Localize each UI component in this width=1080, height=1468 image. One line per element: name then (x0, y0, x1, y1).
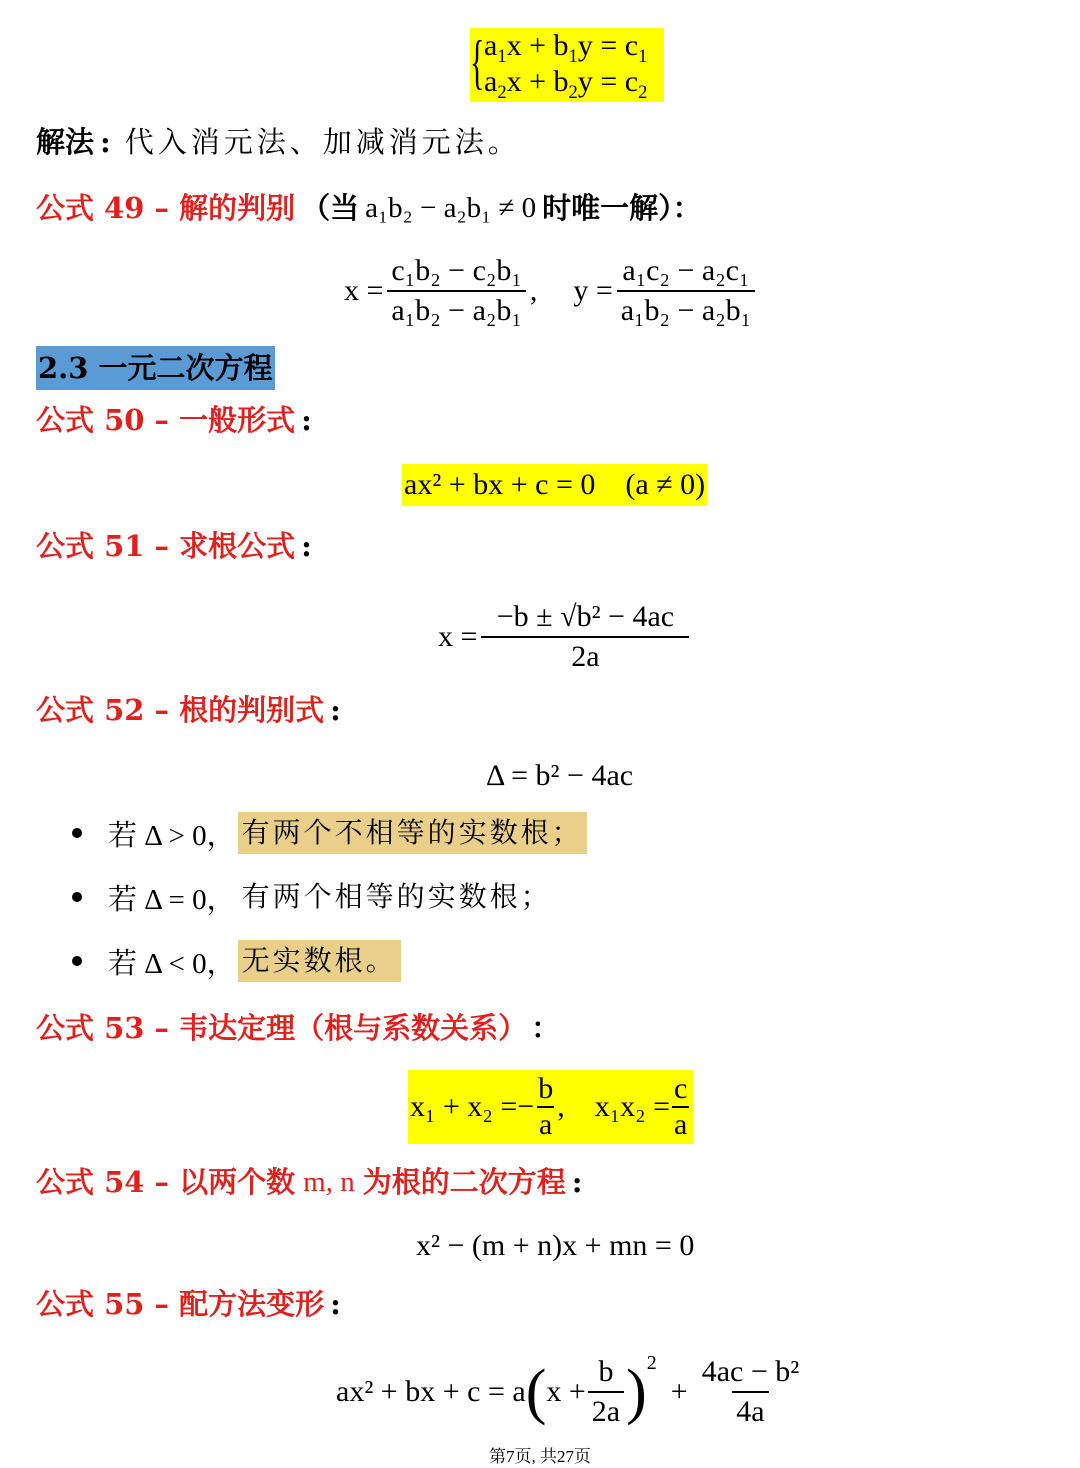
formula-50-math: ax² + bx + c = 0 (a ≠ 0) (402, 464, 707, 506)
y-fraction: $\frac{\text{a₁c₂ − a₂c₁}}{\text{a₁b₂ − a₂b₁}}$ (617, 254, 755, 328)
formula-54-heading: 公式 54 – 以两个数 m, n 为根的二次方程 : (36, 1162, 582, 1202)
formula-52-heading: 公式 52 – 根的判别式 : (36, 690, 341, 730)
formula-55-heading: 公式 55 – 配方法变形 : (36, 1284, 341, 1324)
bullet-item-3: 若 Δ < 0， 无实数根。 (72, 940, 401, 982)
formula-53-label: 公式 53 – 韦达定理（根与系数关系） (36, 1011, 528, 1045)
quadratic-fraction: $\frac{\text{−b ± √b² − 4ac}}{2a}$ (481, 600, 689, 674)
left-paren: ( (525, 1358, 547, 1426)
right-paren: ) (626, 1358, 647, 1426)
page-footer: 第7页, 共27页 (489, 1447, 591, 1466)
formula-53-math: x₁ + x₂ =− $\frac{b}{a}$ , x₁x₂ = $\frac{c}{a}$ (408, 1070, 693, 1144)
formula-50-label: 公式 50 – 一般形式 (36, 403, 296, 437)
formula-54-label-b: 为根的二次方程 (362, 1165, 566, 1199)
bullet-dot (72, 956, 82, 966)
bullet-result-1: 有两个不相等的实数根； (238, 812, 587, 854)
x-fraction: $\frac{\text{c₁b₂ − c₂b₁}}{\text{a₁b₂ − a₂b₁}}$ (387, 254, 525, 328)
formula-52-label: 公式 52 – 根的判别式 (36, 693, 325, 727)
formula-51-label: 公式 51 – 求根公式 (36, 529, 296, 563)
solution-line: 解法 : 代入消元法、加减消元法。 (36, 122, 521, 162)
formula-54-math: x² − (m + n)x + mn = 0 (416, 1229, 695, 1262)
bullet-dot (72, 828, 82, 838)
formula-49-heading: 公式 49 – 解的判别 （当 a₁b₂ − a₂b₁ ≠ 0 时唯一解）： (36, 188, 702, 228)
vieta-sum-fraction: $\frac{b}{a}$ (538, 1072, 554, 1141)
formula-55-label: 公式 55 – 配方法变形 (36, 1287, 325, 1321)
formula-49-math: x = $\frac{\text{c₁b₂ − c₂b₁}}{\text{a₁b₂ − a₂b₁}}$ , y = $\frac{\text{a₁c₂ − a₂c₁}}{\text{a₁b₂ − a₂b₁}}$ (344, 250, 759, 332)
formula-51-math: x = $\frac{\text{−b ± √b² − 4ac}}{2a}$ (438, 594, 693, 680)
equation-system (470, 28, 664, 102)
formula-51-heading: 公式 51 – 求根公式 : (36, 526, 312, 566)
bullet-item-1: 若 Δ > 0， 有两个不相等的实数根； (72, 812, 587, 854)
bullet-result-3: 无实数根。 (238, 940, 401, 982)
formula-49-condition: a₁b₂ − a₂b₁ ≠ 0 (365, 192, 537, 224)
formula-53-heading: 公式 53 – 韦达定理（根与系数关系） ： (36, 1008, 560, 1048)
formula-55-math: ax² + bx + c = a ( x + $\frac{b}{2a}$ ) 2 + $\frac{\text{4ac − b²}}{4a}$ (336, 1350, 807, 1434)
formula-49-label: 公式 49 – 解的判别 (36, 191, 296, 225)
inner-fraction: $\frac{b}{2a}$ (588, 1355, 624, 1429)
outer-fraction: $\frac{\text{4ac − b²}}{4a}$ (701, 1355, 800, 1428)
system-row-1: $a_1x + b_1y = c_1$ (484, 29, 648, 67)
vieta-product-fraction: $\frac{c}{a}$ (674, 1072, 688, 1141)
formula-50-heading: 公式 50 – 一般形式 : (36, 400, 312, 440)
bullet-result-2: 有两个相等的实数根； (241, 880, 552, 913)
system-row-2: $a_2x + b_2y = c_2$ (484, 65, 648, 103)
bullet-dot (72, 892, 82, 902)
formula-52-math: Δ = b² − 4ac (486, 759, 634, 792)
section-title: 2.3 一元二次方程 (36, 346, 275, 390)
solution-label: 解法 (36, 125, 95, 159)
system-brace: { (470, 29, 485, 95)
formula-54-label-a: 公式 54 – 以两个数 (36, 1165, 296, 1199)
bullet-item-2: 若 Δ = 0， 有两个相等的实数根； (72, 876, 556, 918)
solution-text: 代入消元法、加减消元法。 (124, 125, 521, 159)
